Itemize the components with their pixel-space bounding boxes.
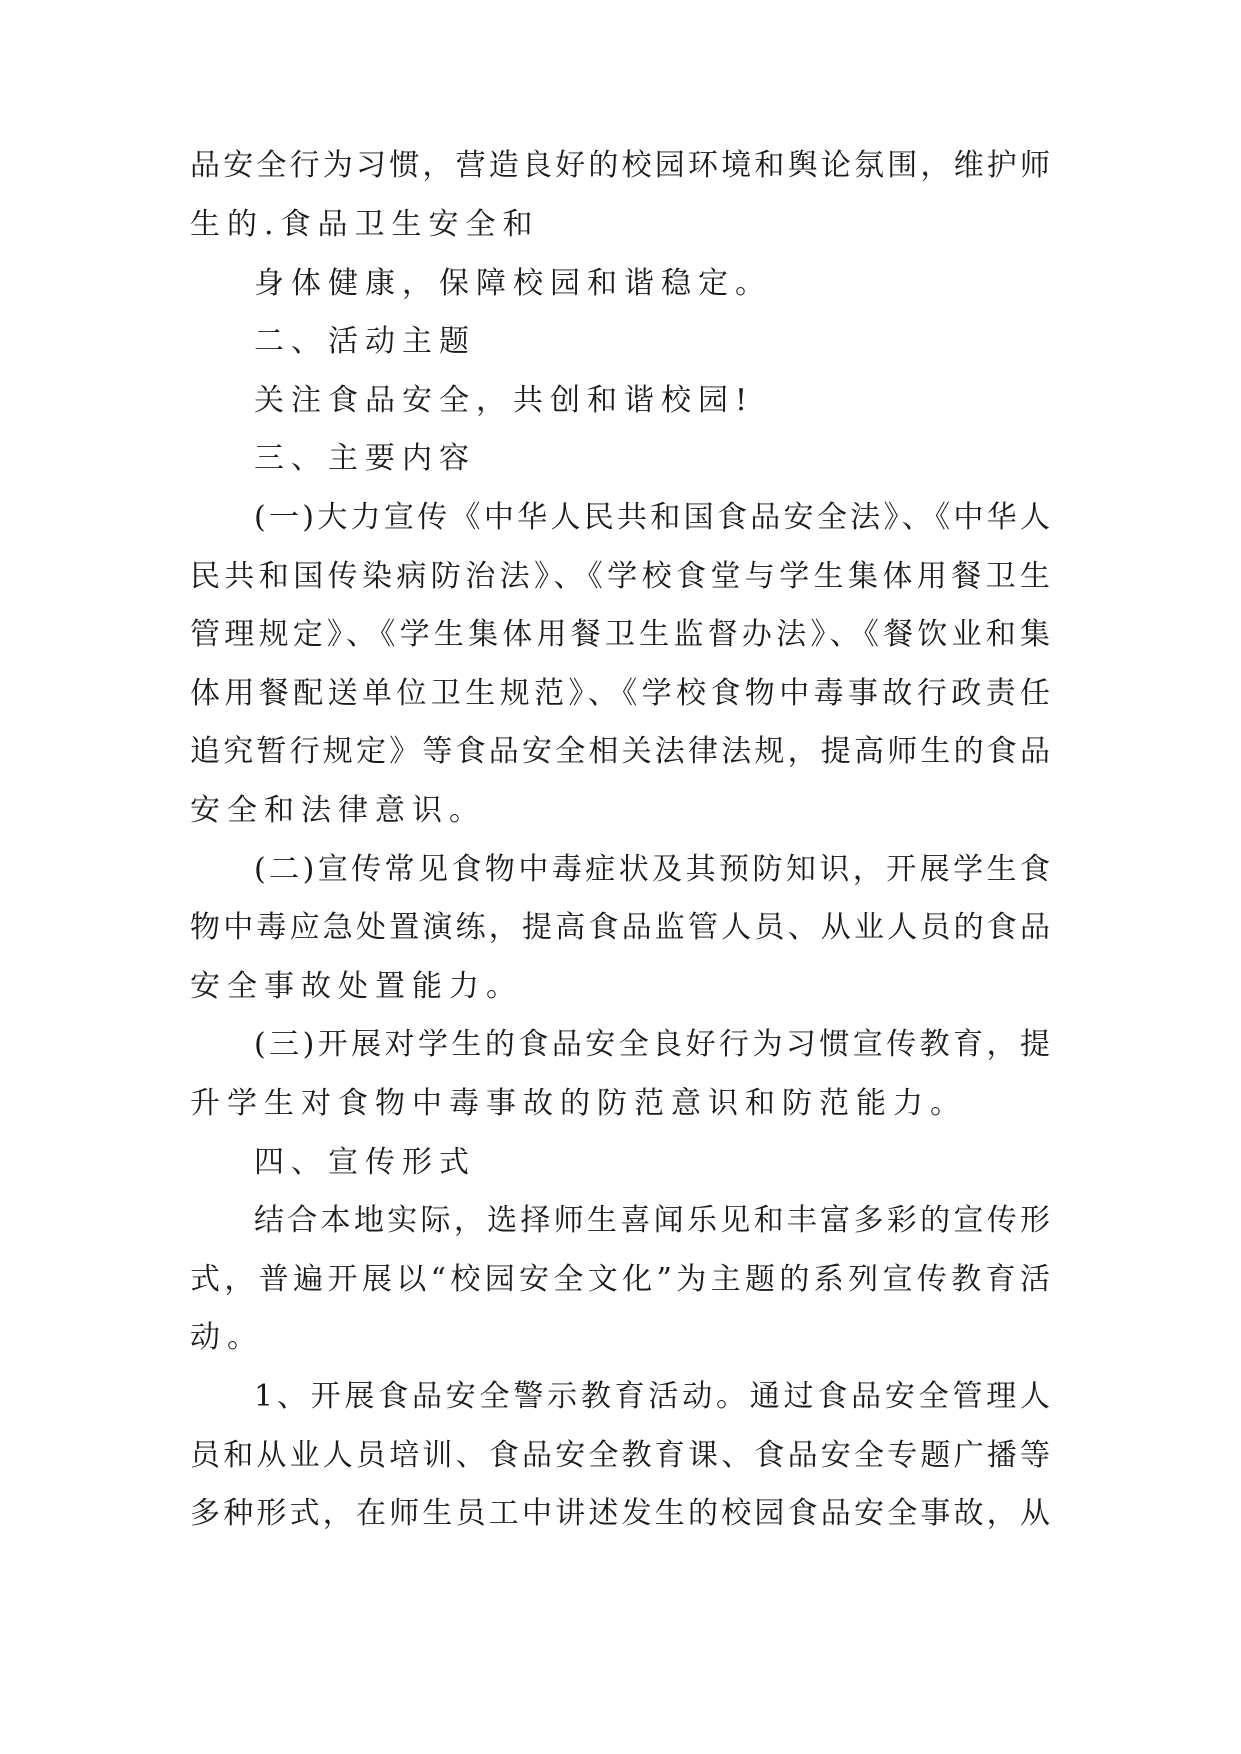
text-line: 身体健康，保障校园和谐稳定。 (254, 266, 772, 301)
text-line: 动。 (190, 1320, 264, 1355)
text-line: 结合本地实际，选择师生喜闻乐见和丰富多彩的宣传形 (254, 1203, 1050, 1238)
text-line: 员和从业人员培训、食品安全教育课、食品安全专题广播等 (190, 1438, 1050, 1473)
text-line: 式，普遍开展以“校园安全文化”为主题的系列宣传教育活 (190, 1262, 1050, 1297)
text-line: 追究暂行规定》等食品安全相关法律法规，提高师生的食品 (190, 734, 1050, 769)
text-line: 升学生对食物中毒事故的防范意识和防范能力。 (190, 1086, 967, 1121)
text-line: 民共和国传染病防治法》、《学校食堂与学生集体用餐卫生 (190, 559, 1050, 594)
text-line: 物中毒应急处置演练，提高食品监管人员、从业人员的食品 (190, 910, 1050, 945)
text-line: 生的.食品卫生安全和 (190, 207, 540, 242)
section-heading: 二、活动主题 (254, 324, 476, 359)
text-line: 1、开展食品安全警示教育活动。通过食品安全管理人 (254, 1379, 1050, 1414)
section-heading: 四、宣传形式 (254, 1145, 476, 1180)
text-line: (二)宣传常见食物中毒症状及其预防知识，开展学生食 (254, 852, 1050, 887)
section-heading: 三、主要内容 (254, 441, 476, 476)
text-line: 品安全行为习惯，营造良好的校园环境和舆论氛围，维护师 (190, 148, 1050, 183)
text-line: 管理规定》、《学生集体用餐卫生监督办法》、《餐饮业和集 (190, 617, 1050, 652)
text-line: 关注食品安全，共创和谐校园! (254, 383, 755, 418)
text-line: 安全和法律意识。 (190, 793, 486, 828)
text-line: 多种形式，在师生员工中讲述发生的校园食品安全事故，从 (190, 1496, 1050, 1531)
text-line: 体用餐配送单位卫生规范》、《学校食物中毒事故行政责任 (190, 676, 1050, 711)
text-line: 安全事故处置能力。 (190, 969, 523, 1004)
text-line: (三)开展对学生的食品安全良好行为习惯宣传教育，提 (254, 1027, 1050, 1062)
text-line: (一)大力宣传《中华人民共和国食品安全法》、《中华人 (254, 500, 1050, 535)
